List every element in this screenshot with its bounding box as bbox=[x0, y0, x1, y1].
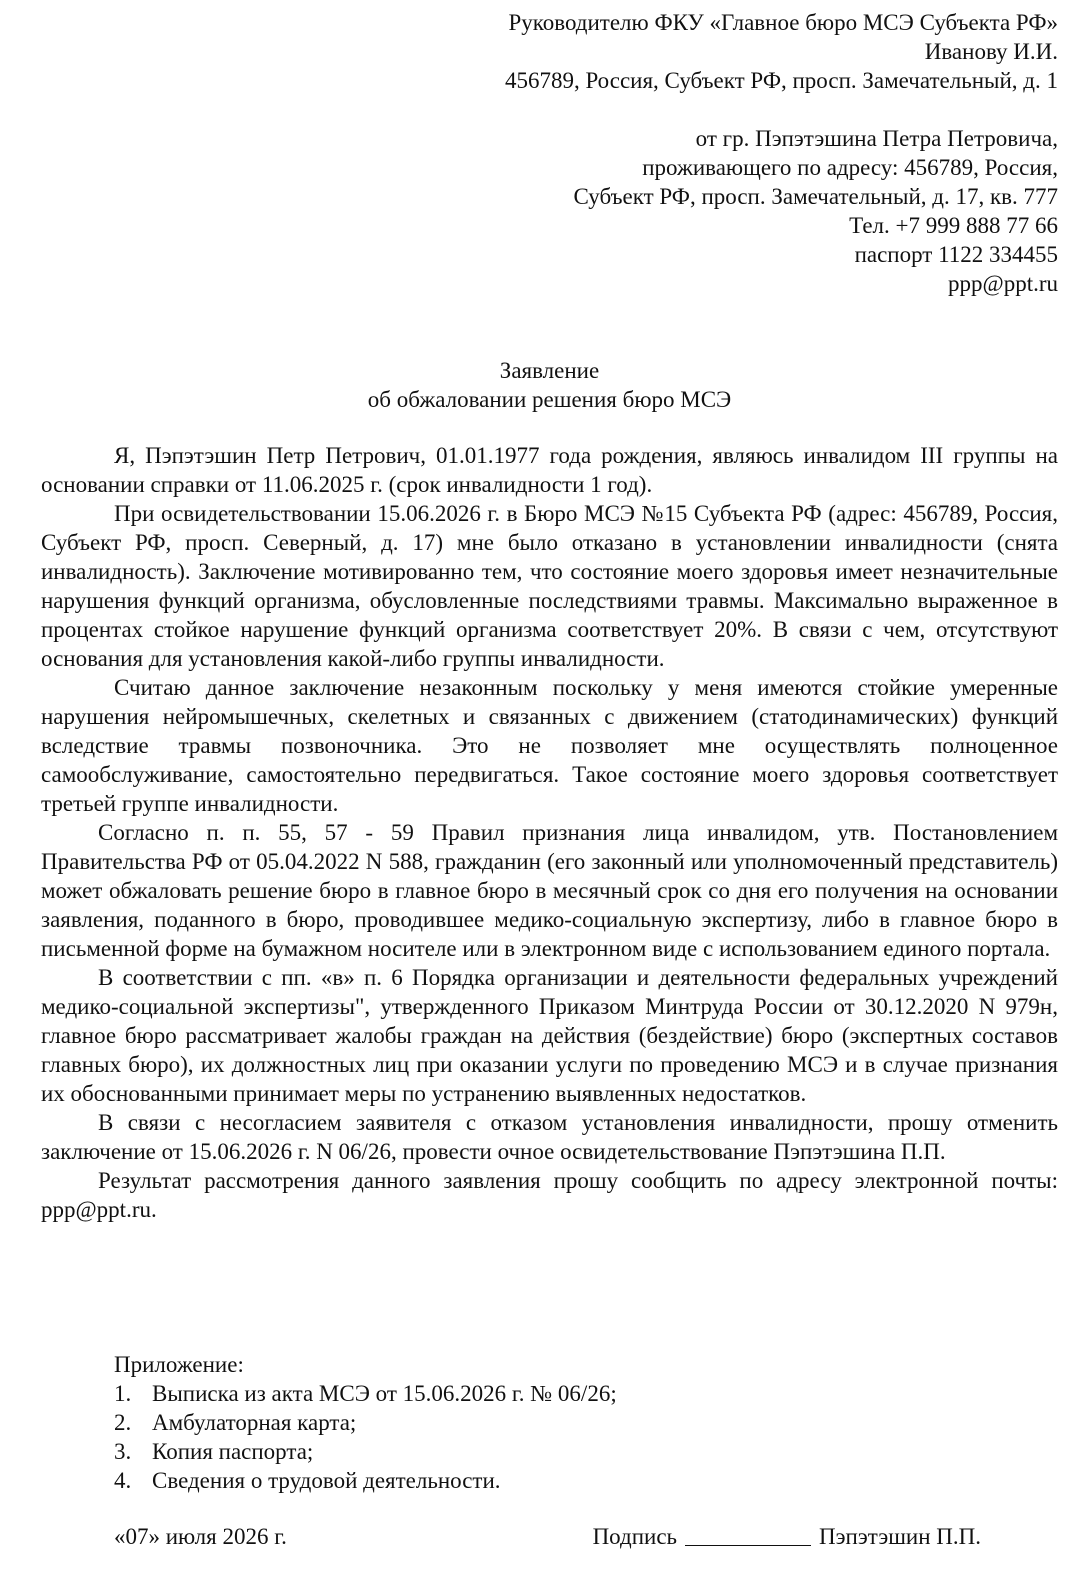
body-paragraph: В связи с несогласием заявителя с отказом установления инвалидности, прошу отменить заключение от 15.06.2026 г. N 06/26, провести очное освидетельствование Пэпэтэшина П.П. bbox=[41, 1110, 1058, 1164]
title-line: Заявление bbox=[499, 358, 600, 383]
signature-line bbox=[685, 1545, 811, 1546]
sender-passport: паспорт 1122 334455 bbox=[854, 242, 1058, 267]
list-item bbox=[114, 1379, 617, 1408]
list-item-text: Копия паспорта; bbox=[152, 1439, 314, 1464]
list-item-number: 1. bbox=[114, 1381, 132, 1406]
sender-line: проживающего по адресу: 456789, Россия, bbox=[642, 155, 1058, 180]
recipient-line: 456789, Россия, Субъект РФ, просп. Замечательный, д. 1 bbox=[504, 68, 1058, 93]
list-item-number: 2. bbox=[114, 1410, 132, 1435]
body-paragraph: При освидетельствовании 15.06.2026 г. в Бюро МСЭ №15 Субъекта РФ (адрес: 456789, Россия, Субъект РФ, просп. Северный, д. 17) мне было отказано в установлении инвалидности (снята инвалидность). Заключение мотивированно тем, что состояние моего здоровья имеет незначительные нарушения функций организма, обусловленные последствиями травмы. Максимально выраженное в процентах стойкое нарушение функций организма соответствует 20%. В связи с чем, отсутствуют основания для установления какой-либо группы инвалидности. bbox=[41, 501, 1058, 671]
attachments-block bbox=[114, 1350, 617, 1495]
recipient-line: Руководителю ФКУ «Главное бюро МСЭ Субъекта РФ» bbox=[508, 10, 1058, 35]
list-item-number: 4. bbox=[114, 1468, 132, 1493]
list-item bbox=[114, 1437, 617, 1466]
sender-line: от гр. Пэпэтэшина Петра Петровича, bbox=[695, 126, 1058, 151]
signer-name: Пэпэтэшин П.П. bbox=[819, 1524, 981, 1549]
signature-block bbox=[593, 1522, 981, 1551]
sender-phone: Тел. +7 999 888 77 66 bbox=[849, 213, 1058, 238]
body-paragraph: В соответствии с пп. «в» п. 6 Порядка организации и деятельности федеральных учреждений медико-социальной экспертизы", утвержденного Приказом Минтруда России от 30.12.2020 N 979н, главное бюро рассматривает жалобы граждан на действия (бездействие) бюро (экспертных составов главных бюро), их должностных лиц при оказании услуги по проведению МСЭ и в случае признания их обоснованными принимает меры по устранению выявленных недостатков. bbox=[41, 965, 1058, 1106]
body-paragraph: Результат рассмотрения данного заявления прошу сообщить по адресу электронной почты: ppp@ppt.ru. bbox=[41, 1168, 1058, 1222]
sender-block bbox=[574, 124, 1058, 298]
document-body bbox=[41, 441, 1058, 1224]
body-paragraph: Считаю данное заключение незаконным поскольку у меня имеются стойкие умеренные нарушения нейромышечных, скелетных и связанных с движением (статодинамических) функций вследствие травмы позвоночника. Это не позволяет мне осуществлять полноценное самообслуживание, самостоятельно передвигаться. Такое состояние моего здоровья соответствует третьей группе инвалидности. bbox=[41, 675, 1058, 816]
list-item-text: Выписка из акта МСЭ от 15.06.2026 г. № 06/26; bbox=[152, 1381, 617, 1406]
sender-line: Субъект РФ, просп. Замечательный, д. 17, кв. 777 bbox=[573, 184, 1058, 209]
recipient-block bbox=[505, 8, 1058, 95]
body-paragraph: Согласно п. п. 55, 57 - 59 Правил признания лица инвалидом, утв. Постановлением Правительства РФ от 05.04.2022 N 588, гражданин (его законный или уполномоченный представитель) может обжаловать решение бюро в главное бюро в месячный срок со дня его получения на основании заявления, поданного в бюро, проводившее медико-социальную экспертизу, либо в главное бюро в письменной форме на бумажном носителе или в электронном виде с использованием единого портала. bbox=[41, 820, 1058, 961]
attachments-list bbox=[114, 1379, 617, 1495]
list-item-text: Сведения о трудовой деятельности. bbox=[152, 1468, 501, 1493]
list-item-number: 3. bbox=[114, 1439, 132, 1464]
list-item-text: Амбулаторная карта; bbox=[152, 1410, 357, 1435]
document-date: «07» июля 2026 г. bbox=[114, 1524, 287, 1549]
list-item bbox=[114, 1466, 617, 1495]
title-line: об обжаловании решения бюро МСЭ bbox=[367, 387, 732, 412]
attachments-heading: Приложение: bbox=[114, 1352, 244, 1377]
list-item bbox=[114, 1408, 617, 1437]
recipient-line: Иванову И.И. bbox=[924, 39, 1058, 64]
sender-email: ppp@ppt.ru bbox=[948, 271, 1058, 296]
document-title bbox=[41, 356, 1058, 414]
signature-row bbox=[114, 1522, 981, 1551]
signature-label: Подпись bbox=[592, 1524, 678, 1549]
body-paragraph: Я, Пэпэтэшин Петр Петрович, 01.01.1977 года рождения, являюсь инвалидом III группы на основании справки от 11.06.2025 г. (срок инвалидности 1 год). bbox=[41, 443, 1058, 497]
